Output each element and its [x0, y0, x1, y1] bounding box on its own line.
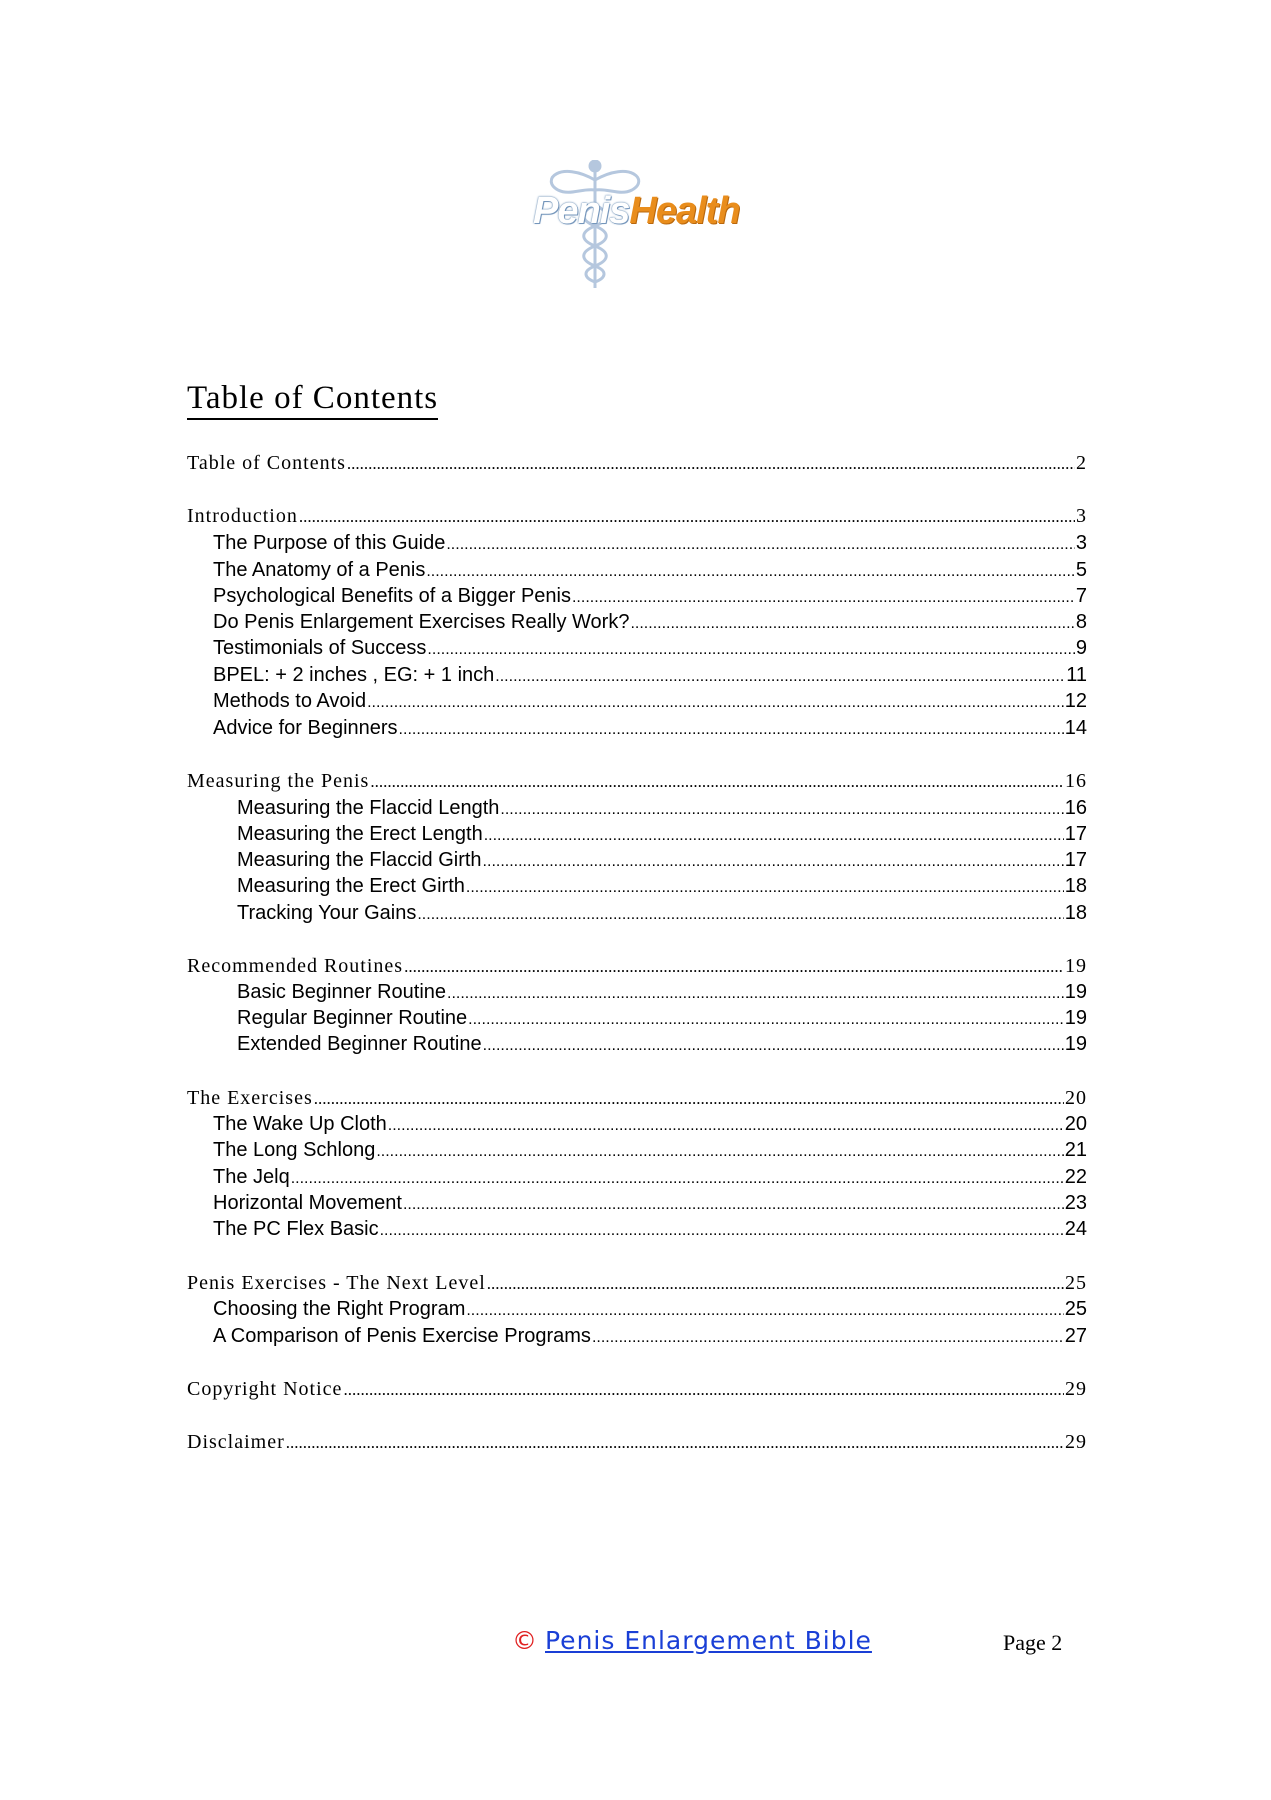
- toc-dot-leader: [500, 801, 1063, 819]
- toc-dot-leader: [343, 1380, 1064, 1400]
- toc-entry[interactable]: [187, 1431, 1087, 1454]
- toc-dot-leader: [447, 985, 1064, 1003]
- logo-wordmark: PenisHealth: [533, 190, 740, 232]
- toc-entry-label: Disclaimer: [187, 1431, 285, 1453]
- toc-entry-page: 25: [1064, 1298, 1087, 1320]
- toc-entry-page: 16: [1064, 797, 1087, 819]
- toc-entry-label: Measuring the Flaccid Length: [237, 797, 500, 819]
- toc-entry[interactable]: [237, 849, 1087, 872]
- toc-entry-page: 9: [1075, 637, 1087, 659]
- toc-entry[interactable]: [213, 611, 1087, 634]
- toc-dot-leader: [299, 507, 1075, 527]
- toc-entry-page: 20: [1065, 1087, 1087, 1109]
- toc-entry[interactable]: [237, 1033, 1087, 1056]
- toc-dot-leader: [466, 879, 1064, 897]
- toc-entry-label: The Long Schlong: [213, 1139, 376, 1161]
- toc-dot-leader: [388, 1117, 1064, 1135]
- toc-entry-page: 23: [1064, 1192, 1087, 1214]
- toc-entry-page: 19: [1064, 1033, 1087, 1055]
- toc-entry[interactable]: [213, 1113, 1087, 1136]
- toc-entry-label: Recommended Routines: [187, 955, 404, 977]
- toc-dot-leader: [572, 589, 1075, 607]
- toc-entry-page: 18: [1064, 902, 1087, 924]
- toc-entry[interactable]: [187, 955, 1087, 978]
- toc-entry-label: Basic Beginner Routine: [237, 981, 447, 1003]
- toc-entry-label: Do Penis Enlargement Exercises Really Work?: [213, 611, 630, 633]
- toc-dot-leader: [291, 1170, 1064, 1188]
- toc-dot-leader: [495, 668, 1065, 686]
- toc-dot-leader: [592, 1329, 1064, 1347]
- toc-entry-label: The PC Flex Basic: [213, 1218, 379, 1240]
- toc-entry-label: Penis Exercises - The Next Level: [187, 1272, 486, 1294]
- toc-entry-page: 27: [1064, 1325, 1087, 1347]
- toc-dot-leader: [483, 1037, 1064, 1055]
- toc-dot-leader: [380, 1222, 1064, 1240]
- toc-dot-leader: [487, 1274, 1064, 1294]
- toc-entry-label: The Purpose of this Guide: [213, 532, 446, 554]
- toc-entry-label: BPEL: + 2 inches , EG: + 1 inch: [213, 664, 495, 686]
- toc-entry-label: Tracking Your Gains: [237, 902, 417, 924]
- toc-dot-leader: [347, 454, 1075, 474]
- toc-dot-leader: [399, 721, 1064, 739]
- toc-entry-page: 5: [1075, 559, 1087, 581]
- toc-entry-page: 14: [1064, 717, 1087, 739]
- toc-dot-leader: [483, 853, 1064, 871]
- toc-dot-leader: [417, 906, 1063, 924]
- toc-entry[interactable]: [237, 875, 1087, 898]
- toc-entry[interactable]: [187, 1087, 1087, 1110]
- toc-entry-label: Psychological Benefits of a Bigger Penis: [213, 585, 571, 607]
- toc-dot-leader: [426, 563, 1075, 581]
- footer-book-link[interactable]: Penis Enlargement Bible: [545, 1626, 872, 1655]
- footer-copyright: [512, 1626, 872, 1655]
- toc-entry-page: 16: [1065, 770, 1087, 792]
- toc-entry-label: The Wake Up Cloth: [213, 1113, 387, 1135]
- toc-dot-leader: [404, 957, 1064, 977]
- toc-entry-page: 18: [1064, 875, 1087, 897]
- toc-entry[interactable]: [237, 1007, 1087, 1030]
- toc-entry-label: The Exercises: [187, 1087, 313, 1109]
- toc-entry[interactable]: [213, 1166, 1087, 1189]
- toc-entry[interactable]: [213, 559, 1087, 582]
- toc-dot-leader: [286, 1433, 1064, 1453]
- penis-health-logo: [530, 160, 750, 290]
- toc-entry-page: 17: [1064, 823, 1087, 845]
- toc-entry[interactable]: [213, 637, 1087, 660]
- toc-entry-label: Measuring the Penis: [187, 770, 370, 792]
- toc-entry-page: 25: [1065, 1272, 1087, 1294]
- toc-entry-page: 3: [1076, 505, 1087, 527]
- toc-entry-page: 17: [1064, 849, 1087, 871]
- toc-entry[interactable]: [187, 452, 1087, 475]
- toc-entry-page: 29: [1065, 1378, 1087, 1400]
- toc-entry[interactable]: [237, 981, 1087, 1004]
- toc-entry-label: Table of Contents: [187, 452, 346, 474]
- toc-dot-leader: [446, 536, 1075, 554]
- toc-entry-label: Measuring the Erect Girth: [237, 875, 465, 897]
- toc-entry-page: 24: [1064, 1218, 1087, 1240]
- toc-dot-leader: [630, 615, 1074, 633]
- toc-dot-leader: [468, 1011, 1064, 1029]
- toc-entry[interactable]: [237, 902, 1087, 925]
- toc-entry-label: Horizontal Movement: [213, 1192, 402, 1214]
- toc-entry-page: 7: [1075, 585, 1087, 607]
- page-title: Table of Contents: [187, 378, 438, 420]
- toc-entry-label: A Comparison of Penis Exercise Programs: [213, 1325, 591, 1347]
- toc-dot-leader: [314, 1089, 1064, 1109]
- toc-entry-page: 21: [1064, 1139, 1087, 1161]
- toc-entry[interactable]: [187, 1272, 1087, 1295]
- toc-dot-leader: [427, 641, 1074, 659]
- toc-entry[interactable]: [213, 717, 1087, 740]
- toc-entry-page: 19: [1064, 981, 1087, 1003]
- toc-entry[interactable]: [213, 690, 1087, 713]
- toc-entry-page: 8: [1075, 611, 1087, 633]
- toc-entry-page: 11: [1066, 664, 1087, 686]
- toc-entry-label: Copyright Notice: [187, 1378, 343, 1400]
- toc-entry-label: Testimonials of Success: [213, 637, 427, 659]
- toc-entry[interactable]: [237, 797, 1087, 820]
- toc-entry[interactable]: [213, 1298, 1087, 1321]
- toc-entry[interactable]: [213, 1139, 1087, 1162]
- toc-entry[interactable]: [213, 585, 1087, 608]
- toc-entry-page: 2: [1076, 452, 1087, 474]
- toc-entry[interactable]: [213, 664, 1087, 687]
- toc-entry[interactable]: [187, 505, 1087, 528]
- footer-page-number: Page 2: [1003, 1630, 1063, 1655]
- toc-dot-leader: [403, 1196, 1064, 1214]
- toc-entry-page: 19: [1064, 1007, 1087, 1029]
- toc-entry-page: 29: [1065, 1431, 1087, 1453]
- toc-entry[interactable]: [237, 823, 1087, 846]
- toc-dot-leader: [466, 1302, 1063, 1320]
- toc-dot-leader: [370, 772, 1064, 792]
- copyright-symbol: ©: [512, 1626, 537, 1655]
- toc-entry-page: 20: [1064, 1113, 1087, 1135]
- toc-dot-leader: [367, 694, 1064, 712]
- toc-entry[interactable]: [213, 1325, 1087, 1348]
- toc-entry-page: 3: [1075, 532, 1087, 554]
- toc-entry-label: Measuring the Erect Length: [237, 823, 483, 845]
- toc-entry-label: The Anatomy of a Penis: [213, 559, 426, 581]
- toc-entry-label: The Jelq: [213, 1166, 290, 1188]
- toc-dot-leader: [376, 1143, 1063, 1161]
- toc-entry[interactable]: [213, 1218, 1087, 1241]
- toc-entry[interactable]: [213, 532, 1087, 555]
- toc-entry-page: 22: [1064, 1166, 1087, 1188]
- toc-entry-label: Choosing the Right Program: [213, 1298, 466, 1320]
- toc-entry[interactable]: [213, 1192, 1087, 1215]
- toc-entry-page: 12: [1064, 690, 1087, 712]
- toc-entry-label: Introduction: [187, 505, 298, 527]
- toc-entry-label: Measuring the Flaccid Girth: [237, 849, 482, 871]
- toc-entry-page: 19: [1065, 955, 1087, 977]
- toc-entry-label: Advice for Beginners: [213, 717, 398, 739]
- toc-dot-leader: [484, 827, 1064, 845]
- toc-entry-label: Extended Beginner Routine: [237, 1033, 482, 1055]
- toc-entry-label: Methods to Avoid: [213, 690, 367, 712]
- toc-entry[interactable]: [187, 770, 1087, 793]
- toc-entry[interactable]: [187, 1378, 1087, 1401]
- toc-entry-label: Regular Beginner Routine: [237, 1007, 468, 1029]
